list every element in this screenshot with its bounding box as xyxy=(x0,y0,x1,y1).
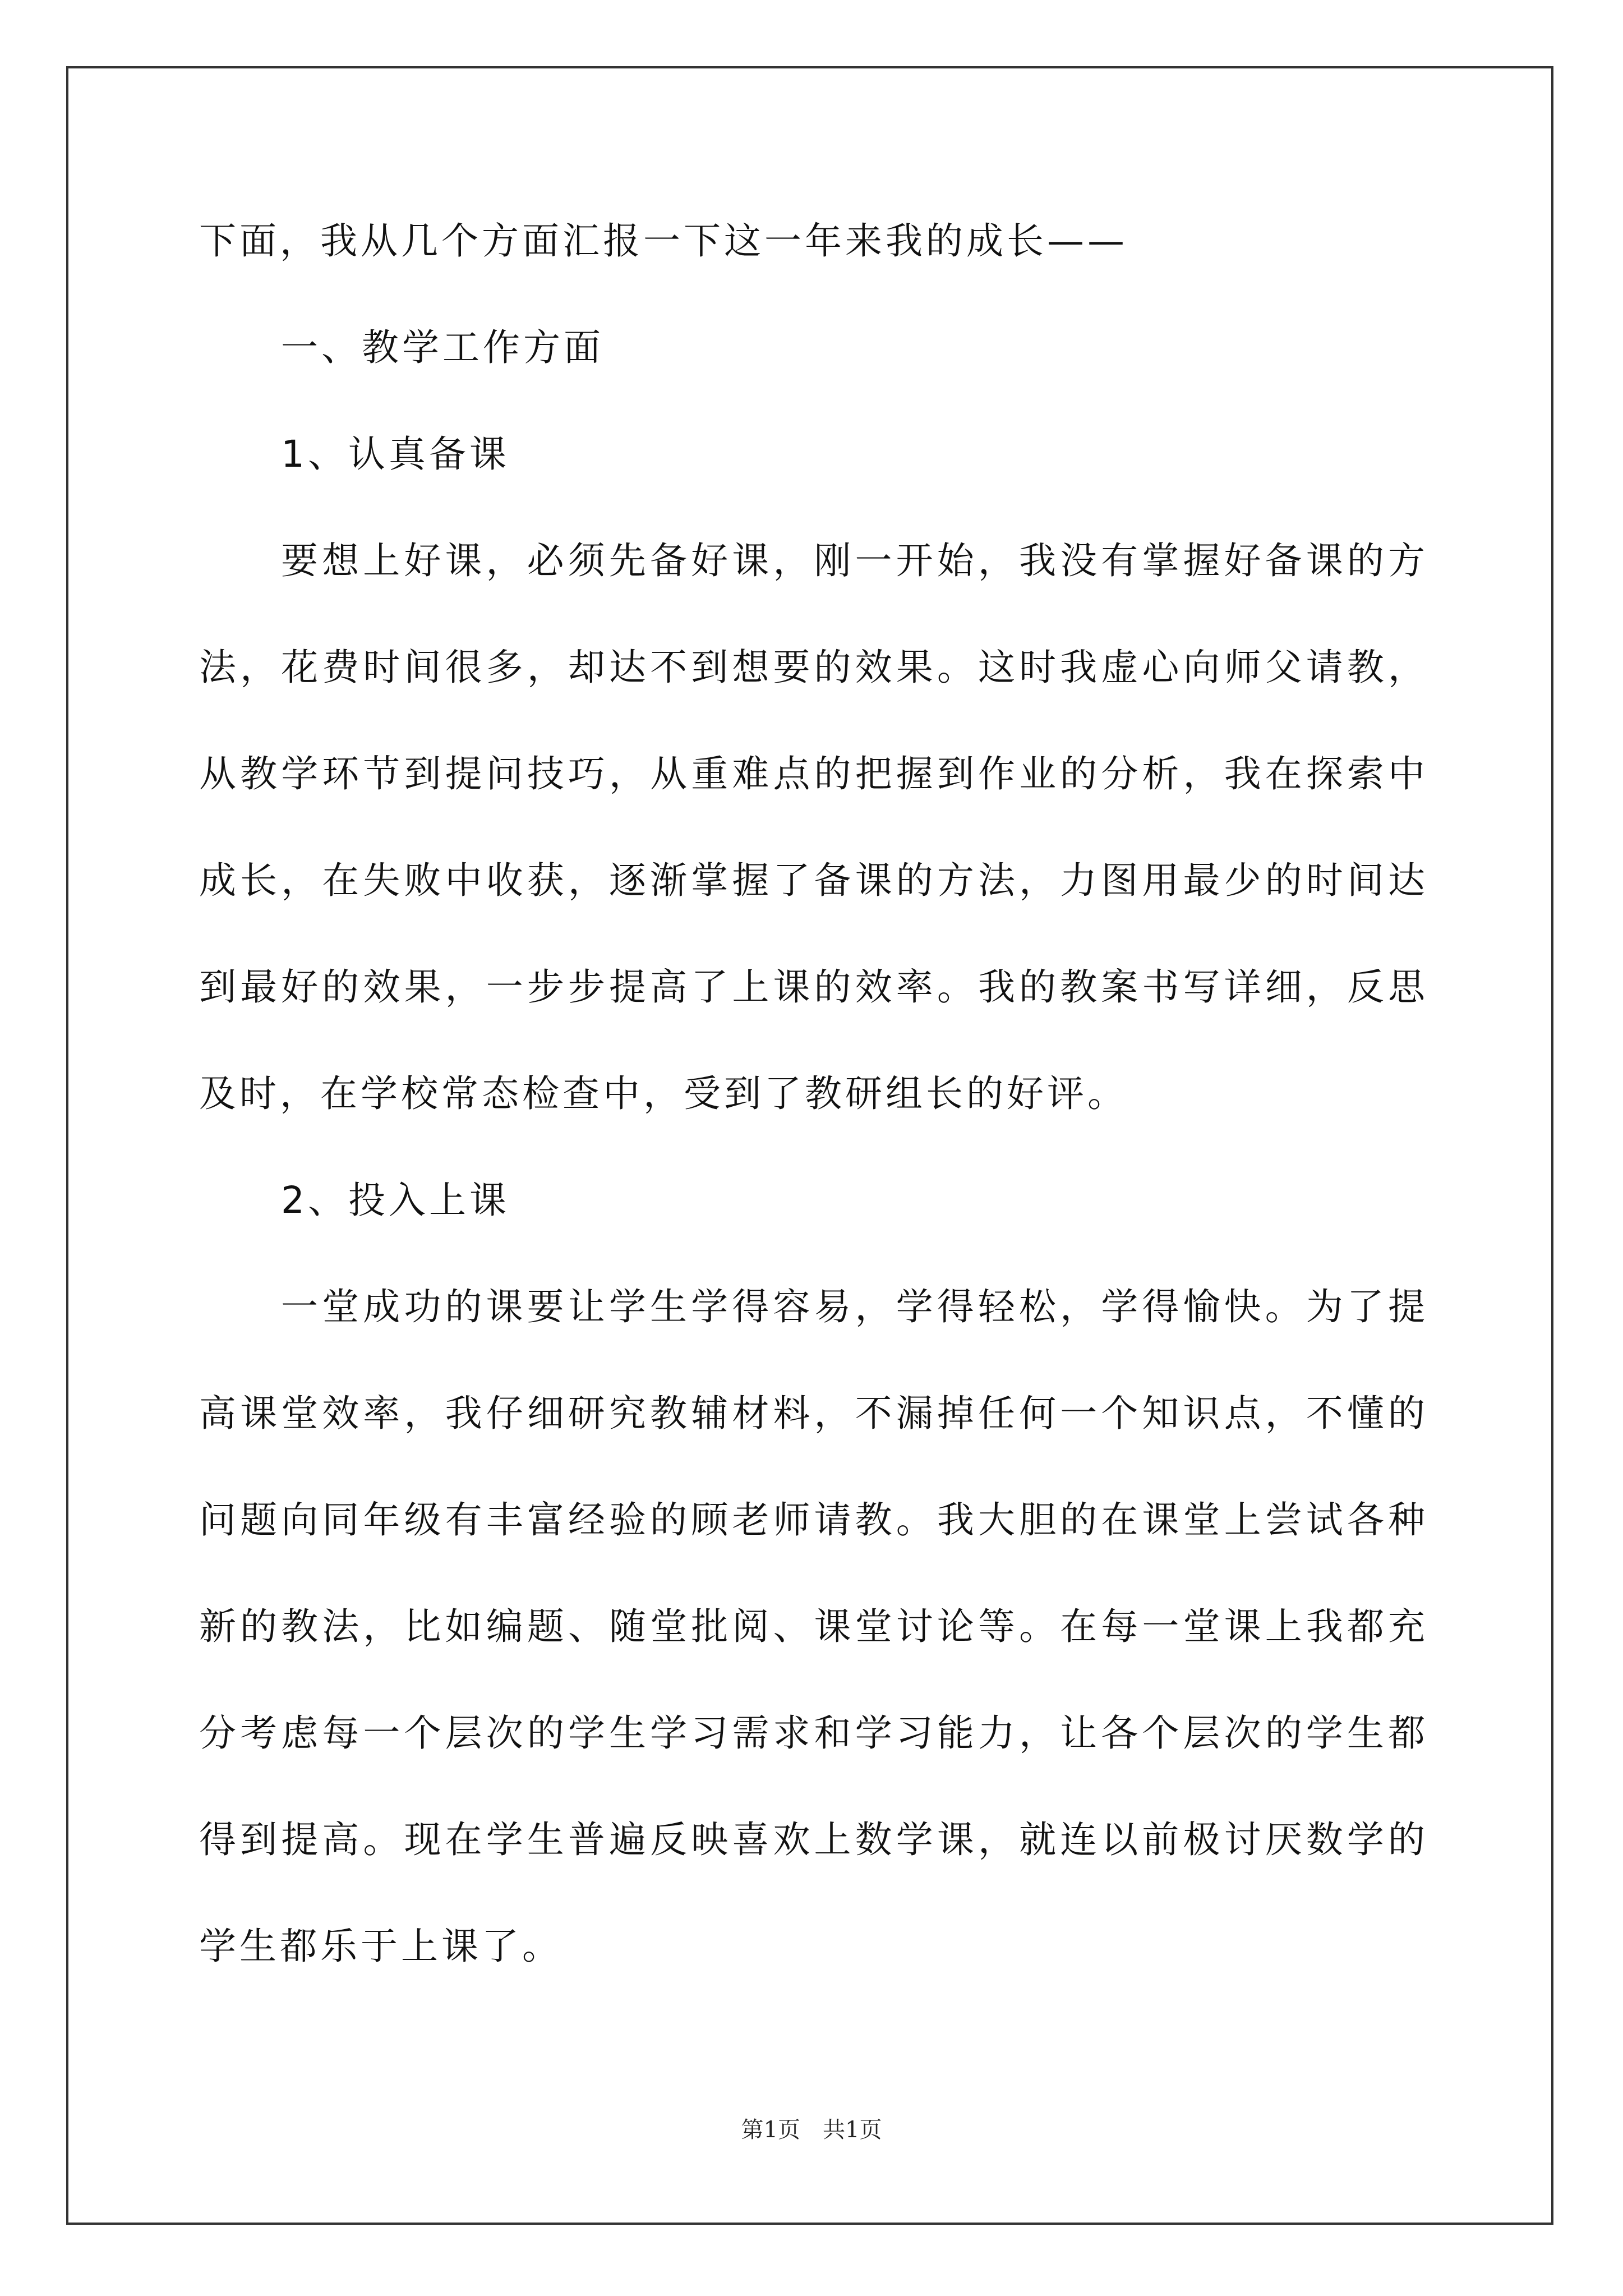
paragraph-line: 新的教法，比如编题、随堂批阅、课堂讨论等。在每一堂课上我都充 xyxy=(199,1605,1425,1648)
paragraph-line: 要想上好课，必须先备好课，刚一开始，我没有掌握好备课的方 xyxy=(281,539,1425,582)
page-border xyxy=(66,66,1553,2225)
paragraph-line: 法，花费时间很多，却达不到想要的效果。这时我虚心向师父请教， xyxy=(199,646,1425,689)
item-heading-teaching-class: 2、投入上课 xyxy=(281,1179,510,1222)
paragraph-line: 从教学环节到提问技巧，从重难点的把握到作业的分析，我在探索中 xyxy=(199,752,1425,795)
item-heading-lesson-prep: 1、认真备课 xyxy=(281,432,510,476)
intro-paragraph: 下面，我从几个方面汇报一下这一年来我的成长—— xyxy=(199,219,1128,263)
paragraph-line: 一堂成功的课要让学生学得容易，学得轻松，学得愉快。为了提 xyxy=(281,1285,1425,1328)
paragraph-line: 问题向同年级有丰富经验的顾老师请教。我大胆的在课堂上尝试各种 xyxy=(199,1498,1425,1542)
paragraph-line: 学生都乐于上课了。 xyxy=(199,1925,562,1968)
section-heading-teaching: 一、教学工作方面 xyxy=(281,326,604,369)
paragraph-line: 高课堂效率，我仔细研究教辅材料，不漏掉任何一个知识点，不懂的 xyxy=(199,1392,1425,1435)
page-number-footer: 第1页 共1页 xyxy=(741,2117,882,2143)
paragraph-line: 成长，在失败中收获，逐渐掌握了备课的方法，力图用最少的时间达 xyxy=(199,859,1425,902)
paragraph-line: 到最好的效果，一步步提高了上课的效率。我的教案书写详细，反思 xyxy=(199,965,1425,1009)
paragraph-line: 分考虑每一个层次的学生学习需求和学习能力，让各个层次的学生都 xyxy=(199,1711,1425,1755)
paragraph-line: 得到提高。现在学生普遍反映喜欢上数学课，就连以前极讨厌数学的 xyxy=(199,1818,1425,1861)
paragraph-line: 及时，在学校常态检查中，受到了教研组长的好评。 xyxy=(199,1072,1128,1115)
